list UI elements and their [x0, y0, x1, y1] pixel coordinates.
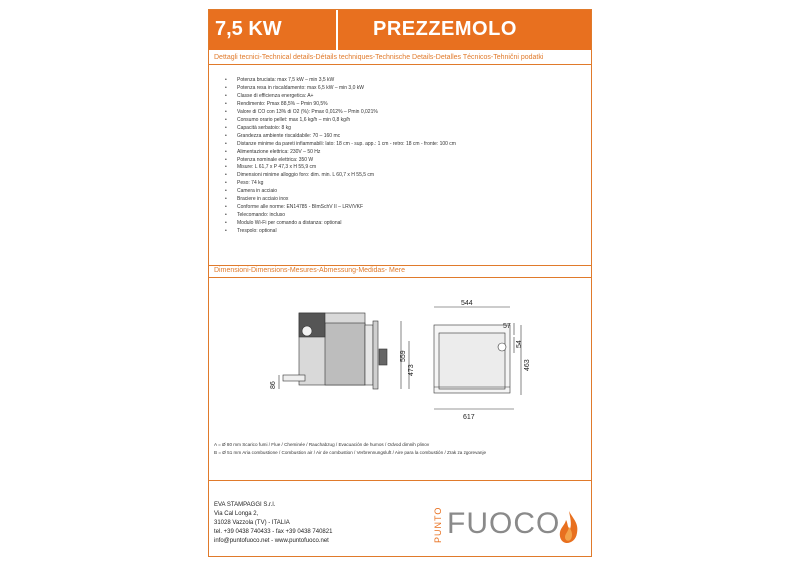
spec-item: • Capacità serbatoio: 8 kg [223, 125, 456, 133]
header-divider [336, 10, 338, 50]
side-view-frame [365, 325, 373, 385]
dimensions-section-title: Dimensioni-Dimensions-Mesures-Abmessung-Medidas- Mere [214, 267, 406, 274]
label-front-width-top: 544 [461, 300, 473, 307]
front-view-outlet [498, 343, 506, 351]
label-front-54: 54 [516, 340, 523, 348]
spec-item: • Distanze minime da pareti infiammabili: lato: 18 cm - sup. app.: 1 cm - retro: 18 cm - fronte: 100 cm [223, 141, 456, 149]
label-front-width-bottom: 617 [463, 414, 475, 421]
product-sheet [208, 9, 592, 557]
label-side-inner: 473 [408, 364, 415, 376]
footer-rule [209, 480, 591, 481]
spec-item: • Potenza bruciata: max 7,5 kW – min 3,5 kW [223, 77, 456, 85]
spec-item: • Conforme alle norme: EN14785 - BImSchV II – LRV/VKF [223, 204, 456, 212]
spec-item: • Peso: 74 kg [223, 180, 456, 188]
side-view-firebox [325, 323, 365, 385]
spec-item: • Modulo Wi-Fi per comando a distanza: optional [223, 220, 456, 228]
spec-item: • Rendimento: Pmax 88,5% – Pmin 90,5% [223, 101, 456, 109]
side-view-tray [283, 375, 305, 381]
logo-punto: PUNTO [433, 506, 443, 543]
technical-section-title: Dettagli tecnici-Technical details-Détails techniques-Technische Details-Detalles Técnicos-Tehnični podatki [214, 54, 544, 61]
legend-a: A = Ø 80 mm Scarico fumi / Flue / Cheminée / Rauchabzug / Evacuación de humos / Odvod dimnih plinov [214, 442, 430, 447]
header-bar [209, 10, 591, 50]
spec-item: • Camera in acciaio [223, 188, 456, 196]
spec-item: • Valore di CO con 13% di O2 (%): Pmax 0,012% – Pmin 0,021% [223, 109, 456, 117]
spec-list [223, 77, 456, 236]
label-side-height: 559 [400, 350, 407, 362]
company-name: EVA STAMPAGGI S.r.l. [214, 502, 276, 508]
spec-item: • Trespolo: optional [223, 228, 456, 236]
side-view-front [373, 321, 378, 389]
company-contact: info@puntofuoco.net - www.puntofuoco.net [214, 538, 329, 544]
spec-item: • Potenza nominale elettrica: 350 W [223, 157, 456, 165]
side-view-fan [302, 326, 312, 336]
label-front-57: 57 [503, 323, 511, 330]
spec-item: • Classe di efficienza energetica: A+ [223, 93, 456, 101]
spec-item: • Grandezza ambiente riscaldabile: 70 – 160 mc [223, 133, 456, 141]
company-city: 31028 Vazzola (TV) - ITALIA [214, 520, 290, 526]
company-street: Via Cal Longa 2, [214, 511, 259, 517]
spec-item: • Misure: L 61,7 x P 47,3 x H 55,9 cm [223, 164, 456, 172]
technical-section-rule [209, 64, 591, 65]
spec-item: • Telecomando: incluso [223, 212, 456, 220]
dimensions-section-rule-top [209, 265, 591, 266]
spec-item: • Braciere in acciaio inox [223, 196, 456, 204]
spec-item: • Potenza resa in riscaldamento: max 6,5 kW – min 3,0 kW [223, 85, 456, 93]
side-view-panel [379, 349, 387, 365]
power-rating: 7,5 KW [215, 18, 282, 40]
logo-fuoco: FUOCO [447, 507, 561, 540]
spec-item: • Alimentazione elettrica: 230V – 50 Hz [223, 149, 456, 157]
label-front-height: 463 [524, 359, 531, 371]
flame-icon [557, 509, 581, 545]
company-phone: tel. +39 0438 740433 - fax +39 0438 740821 [214, 529, 333, 535]
front-view-inner [439, 333, 505, 389]
spec-item: • Consumo orario pellet: max 1,6 kg/h – min 0,8 kg/h [223, 117, 456, 125]
company-address [214, 501, 332, 546]
puntofuoco-logo [433, 503, 583, 551]
label-side-low: 86 [270, 381, 277, 389]
dimension-drawing [259, 297, 549, 422]
model-name: PREZZEMOLO [373, 18, 517, 40]
legend-b: B = Ø 51 mm Aria combustione / Combustion air / Air de combustion / Verbrennungsluft / Aire para la combustión / Zrak za zgorevanje [214, 450, 487, 455]
spec-item: • Dimensioni minime alloggio foro: dim. min. L 60,7 x H 55,5 cm [223, 172, 456, 180]
dimensions-section-rule [209, 277, 591, 278]
